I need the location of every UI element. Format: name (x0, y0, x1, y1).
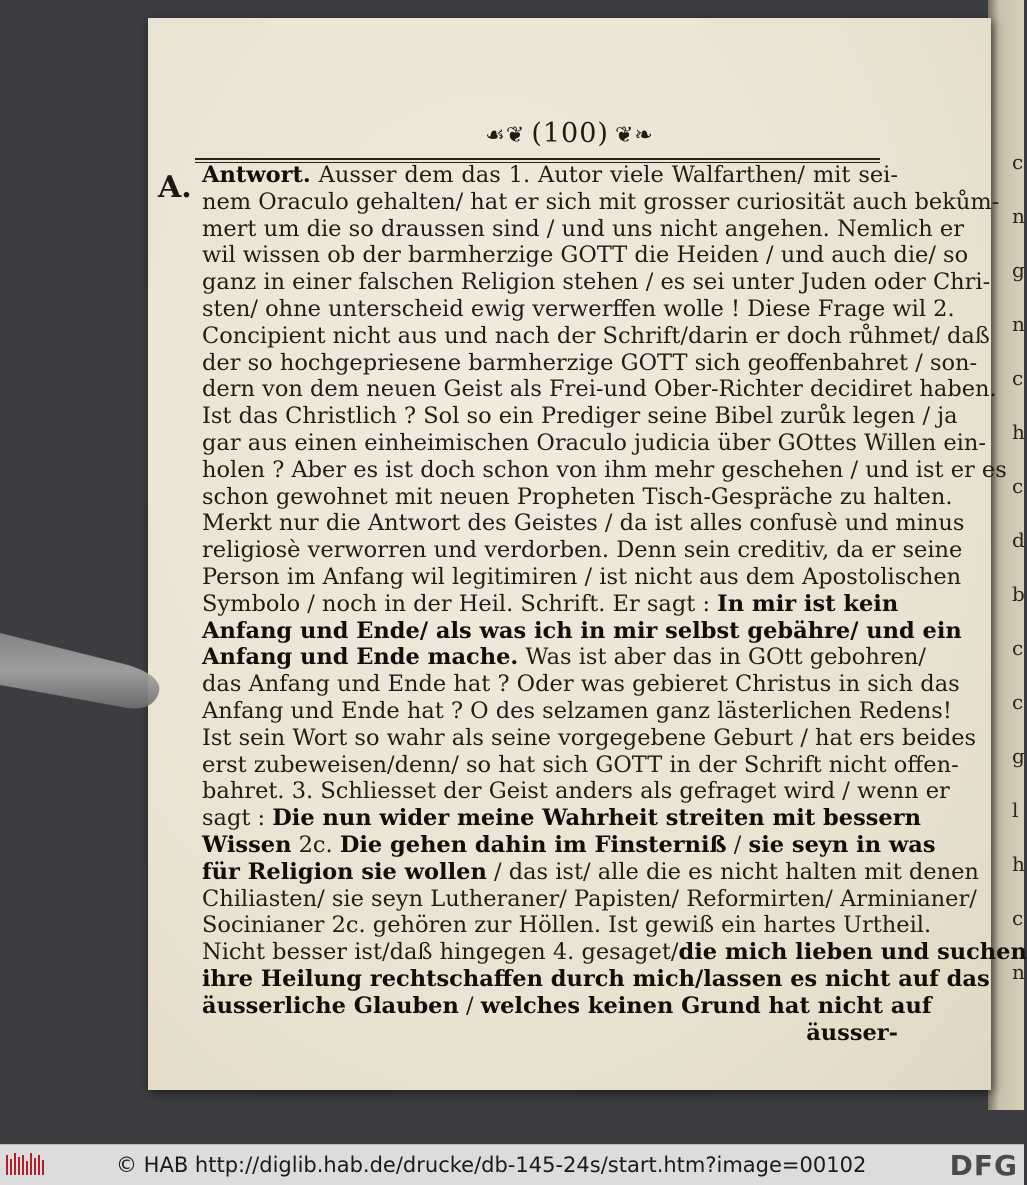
text-segment: Anfang und Ende hat ? O des selzamen ganz lästerlichen Redens! (202, 697, 952, 724)
emphasis-text: ihre Heilung rechtschaffen durch mich/lassen es nicht auf das (202, 965, 990, 992)
adjacent-page-letter: h (1012, 420, 1025, 444)
text-line (202, 456, 1007, 484)
emphasis-text: äusserliche Glauben (202, 992, 459, 1019)
page-number: (100) (531, 118, 609, 149)
adjacent-page-letter: g (1012, 744, 1025, 768)
text-segment: sten/ ohne unterscheid ewig verwerffen wolle ! Diese Frage wil 2. (202, 295, 955, 322)
text-segment: Ist das Christlich ? Sol so ein Prediger seine Bibel zurůk legen / ja (202, 403, 958, 430)
emphasis-text: Antwort. (202, 162, 311, 188)
adjacent-page-letter: c (1012, 906, 1024, 930)
text-segment: 2c. (291, 831, 340, 858)
footer-bar (0, 1144, 1024, 1185)
text-line (202, 429, 986, 457)
text-segment: Ausser dem das 1. Autor viele Walfarthen/ mit sei- (310, 162, 898, 188)
text-segment: Was ist aber das in GOtt gebohren/ (518, 644, 926, 671)
text-segment: / das ist/ alle die es nicht halten mit denen (486, 858, 979, 885)
text-segment: das Anfang und Ende hat ? Oder was gebieret Christus in sich das (202, 671, 960, 698)
ornament-left-icon: ☙❦ (485, 123, 526, 148)
text-segment: wil wissen ob der barmherzige GOTT die Heiden / und auch die/ so (202, 242, 969, 269)
text-line (202, 617, 962, 645)
emphasis-text: welches keinen Grund hat nicht auf (480, 992, 932, 1019)
emphasis-text: Die nun wider meine Wahrheit streiten mit bessern (272, 805, 921, 832)
emphasis-text: Wissen (202, 831, 292, 858)
text-line (202, 724, 977, 752)
emphasis-text: sie seyn in was (748, 831, 936, 858)
text-segment: Concipient nicht aus und nach der Schrift/darin er doch růhmet/ daß (202, 322, 990, 349)
text-segment: Nicht besser ist/daß hingegen 4. gesaget/ (202, 939, 679, 966)
text-segment: dern von dem neuen Geist als Frei-und Ober-Richter decidiret haben. (202, 376, 997, 403)
text-line (202, 162, 898, 189)
text-line (202, 805, 921, 832)
emphasis-text: Anfang und Ende/ als was ich in mir selbst gebähre/ und ein (202, 617, 962, 644)
text-line (202, 939, 1027, 966)
text-line (202, 965, 990, 993)
emphasis-text: Anfang und Ende mache. (202, 644, 519, 671)
text-line (202, 215, 964, 243)
text-segment: gar aus einen einheimischen Oraculo judicia über GOttes Willen ein- (202, 429, 986, 456)
text-segment: Ist sein Wort so wahr als seine vorgegebene Geburt / hat ers beides (202, 724, 977, 751)
adjacent-page-letter: c (1012, 690, 1024, 714)
text-line (202, 349, 978, 377)
text-line (202, 858, 979, 886)
text-segment: / (458, 992, 481, 1019)
text-line (202, 510, 965, 537)
text-line (202, 376, 997, 403)
adjacent-page-letter: c (1012, 474, 1024, 498)
ornament-right-icon: ❦❧ (614, 123, 654, 148)
emphasis-text: Die gehen dahin im Finsterniß (339, 831, 727, 858)
text-line (202, 1020, 898, 1047)
margin-marker: A. (158, 170, 192, 205)
adjacent-page-letter: n (1012, 312, 1025, 336)
text-segment: ganz in einer falschen Religion stehen / es sei unter Juden oder Chri- (202, 269, 991, 296)
text-line (202, 563, 962, 591)
text-line (202, 188, 1000, 216)
text-segment: erst zubeweisen/denn/ so hat sich GOTT in der Schrift nicht offen- (202, 751, 959, 778)
text-line (202, 403, 958, 430)
page-header (148, 118, 991, 149)
text-line (202, 322, 990, 350)
text-line (202, 537, 963, 564)
adjacent-page-letter: c (1012, 636, 1024, 660)
emphasis-text: für Religion sie wollen (202, 858, 487, 885)
text-line (202, 885, 977, 913)
text-segment: Person im Anfang wil legitimiren / ist nicht aus dem Apostolischen (202, 563, 962, 590)
text-segment: Merkt nur die Antwort des Geistes / da ist alles confusè und minus (202, 510, 965, 537)
book-page (148, 18, 1027, 1090)
text-segment: mert um die so draussen sind / und uns nicht angehen. Nemlich er (202, 215, 964, 242)
text-line (202, 831, 936, 859)
text-segment: Chiliasten/ sie seyn Lutheraner/ Papisten/ Reformirten/ Arminianer/ (202, 885, 977, 912)
body-text (202, 162, 1027, 1046)
text-segment: Symbolo / noch in der Heil. Schrift. Er sagt : (202, 590, 718, 617)
text-line (202, 269, 991, 296)
text-line (202, 671, 960, 698)
barcode-logo-icon (6, 1153, 46, 1177)
text-line (202, 591, 898, 618)
text-segment: religiosè verworren und verdorben. Denn sein creditiv, da er seine (202, 537, 963, 564)
adjacent-page-letter: l (1012, 798, 1019, 822)
text-segment: holen ? Aber es ist doch schon von ihm mehr geschehen / und ist er es (202, 456, 1007, 483)
text-segment: bahret. 3. Schliesset der Geist anders als gefraget wird / wenn er (202, 778, 950, 805)
text-segment: / (726, 831, 749, 858)
text-segment: nem Oraculo gehalten/ hat er sich mit grosser curiosität auch bekům- (202, 188, 1000, 215)
text-line (202, 778, 950, 805)
copyright-link[interactable]: © HAB http://diglib.hab.de/drucke/db-145-24s/start.htm?image=00102 (116, 1153, 867, 1177)
text-segment: schon gewohnet mit neuen Propheten Tisch-Gespräche zu halten. (202, 483, 953, 510)
text-segment: der so hochgepriesene barmherzige GOTT sich geoffenbahret / son- (202, 349, 978, 376)
page-holder-pointer-icon (0, 625, 170, 725)
text-line (202, 751, 959, 779)
dfg-logo: DFG (949, 1149, 1018, 1182)
text-segment: Socinianer 2c. gehören zur Höllen. Ist gewiß ein hartes Urtheil. (202, 912, 932, 939)
adjacent-page-letter: g (1012, 258, 1025, 282)
adjacent-page-letter: d (1012, 528, 1025, 552)
text-line (202, 483, 953, 511)
adjacent-page-letter: c (1012, 366, 1024, 390)
text-line (202, 697, 952, 725)
text-line (202, 295, 955, 323)
text-line (202, 912, 932, 939)
adjacent-page-letter: c (1012, 150, 1024, 174)
emphasis-text: In mir ist kein (717, 590, 899, 617)
text-line (202, 644, 926, 671)
text-line (202, 992, 932, 1020)
adjacent-page-letter: h (1012, 852, 1025, 876)
adjacent-page-letter: n (1012, 960, 1025, 984)
text-segment: sagt : (202, 805, 273, 832)
text-line (202, 242, 969, 269)
adjacent-page-letter: b (1012, 582, 1025, 606)
adjacent-page-letter: n (1012, 204, 1025, 228)
emphasis-text: äusser- (806, 1019, 898, 1046)
emphasis-text: die mich lieben und suchen (678, 939, 1027, 966)
